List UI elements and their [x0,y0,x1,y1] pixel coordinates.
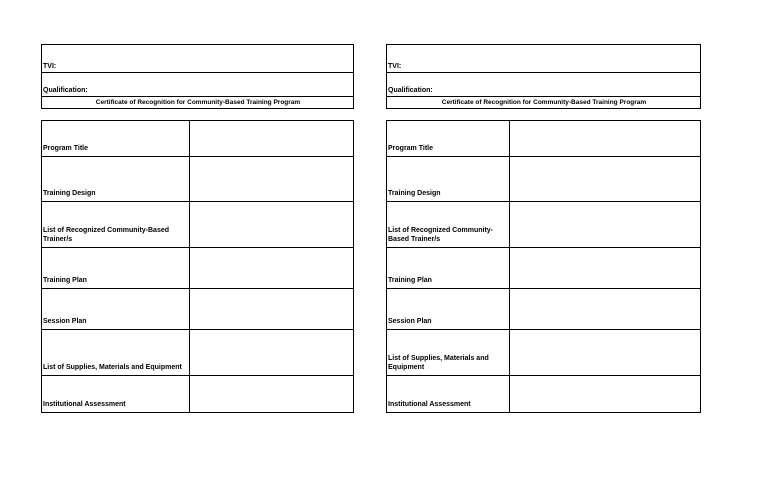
row-label: List of Supplies, Materials and Equipment [42,330,190,375]
row-value-cell[interactable] [190,248,353,288]
row-label: Training Plan [387,248,510,288]
table-row [387,248,700,289]
row-value-cell[interactable] [190,202,353,247]
header-box [386,44,701,109]
row-label: List of Recognized Community-Based Trainer/s [42,202,190,247]
row-label: Training Plan [42,248,190,288]
row-label: Institutional Assessment [387,376,510,412]
row-value-cell[interactable] [190,157,353,201]
qualification-label: Qualification: [388,87,433,94]
form-right [386,44,701,408]
table-row [387,202,700,248]
row-label: List of Supplies, Materials and Equipment [387,330,510,375]
table-row [387,376,700,412]
header-box [41,44,354,109]
table-row [42,376,353,412]
qualification-row[interactable] [42,73,353,97]
requirements-table [386,120,701,413]
tvi-row[interactable] [387,45,700,73]
tvi-row[interactable] [42,45,353,73]
row-value-cell[interactable] [190,376,353,412]
tvi-label: TVI: [388,63,402,70]
row-label: List of Recognized Community-Based Trainer/s [387,202,510,247]
table-row [387,330,700,376]
row-value-cell[interactable] [510,330,700,375]
table-row [42,202,353,248]
table-row [42,330,353,376]
row-value-cell[interactable] [190,121,353,156]
row-label: Program Title [387,121,510,156]
row-value-cell[interactable] [510,376,700,412]
row-label: Session Plan [42,289,190,329]
table-row [387,121,700,157]
table-row [42,121,353,157]
row-value-cell[interactable] [510,157,700,201]
form-left [41,44,354,408]
qualification-row[interactable] [387,73,700,97]
tvi-label: TVI: [43,63,57,70]
table-row [387,289,700,330]
row-value-cell[interactable] [510,121,700,156]
row-value-cell[interactable] [190,330,353,375]
table-row [42,157,353,202]
certificate-title: Certificate of Recognition for Community-Based Training Program [95,99,301,106]
certificate-title: Certificate of Recognition for Community-Based Training Program [441,99,647,106]
qualification-label: Qualification: [43,87,88,94]
table-row [387,157,700,202]
row-value-cell[interactable] [510,248,700,288]
row-value-cell[interactable] [190,289,353,329]
table-row [42,289,353,330]
table-row [42,248,353,289]
row-label: Training Design [42,157,190,201]
row-label: Institutional Assessment [42,376,190,412]
row-value-cell[interactable] [510,289,700,329]
row-label: Session Plan [387,289,510,329]
row-value-cell[interactable] [510,202,700,247]
row-label: Program Title [42,121,190,156]
requirements-table [41,120,354,413]
row-label: Training Design [387,157,510,201]
